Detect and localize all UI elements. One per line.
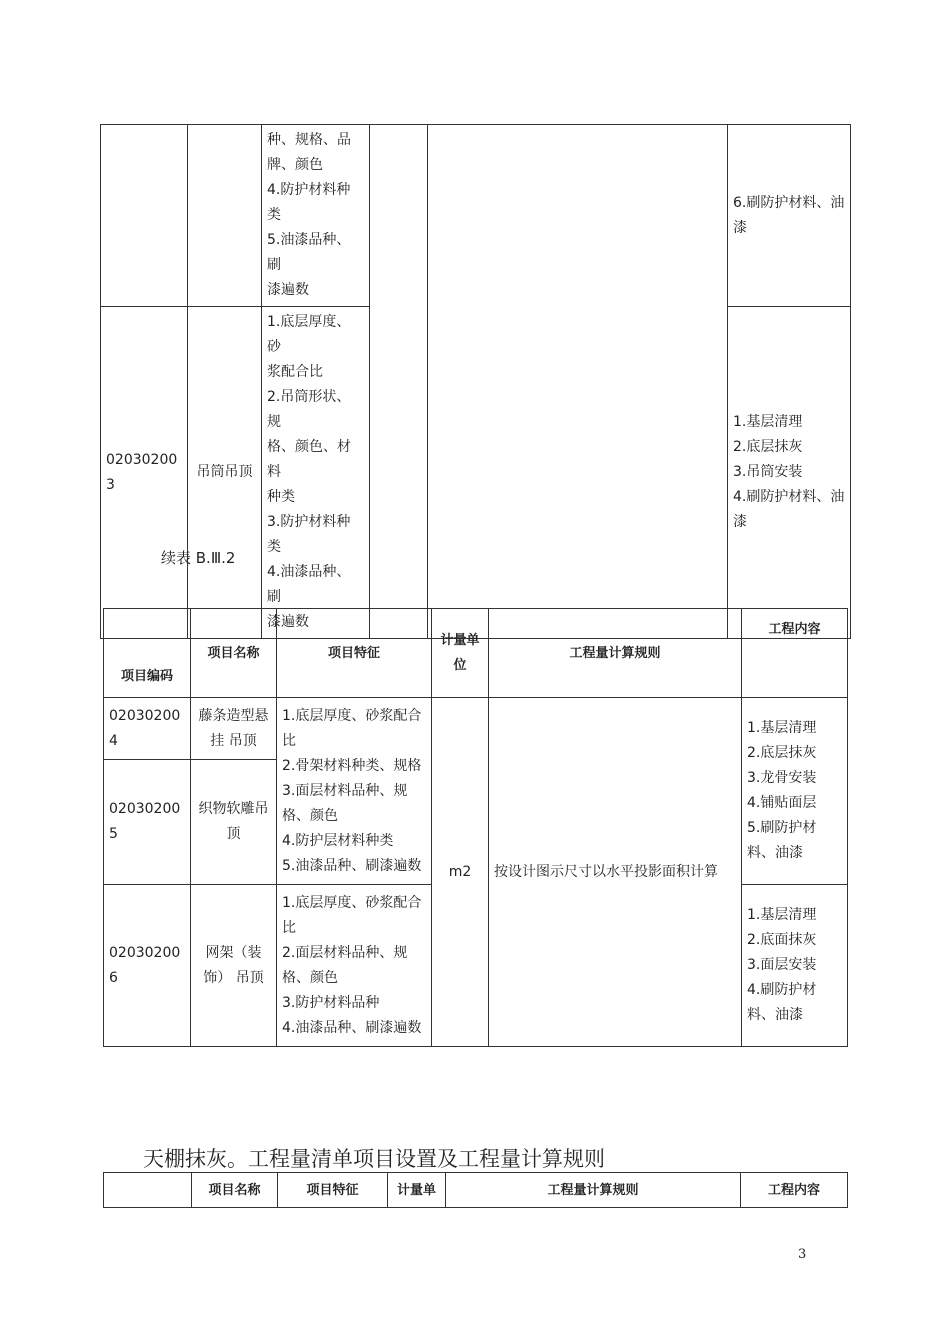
header-row [104,1173,848,1208]
table-caption: 续表 B.Ⅲ.2 [161,549,236,567]
header-rule: 工程量计算规则 [489,609,742,698]
page-number: 3 [798,1247,807,1262]
rule-cell: 按设计图示尺寸以水平投影面积计算 [489,698,742,1047]
features-cell: 1.底层厚度、砂浆配合 比 2.面层材料品种、规 格、颜色 3.防护材料品种 4.油漆品种、刷漆遍数 [277,885,432,1047]
header-features: 项目特征 [277,609,432,698]
content-cell: 1.基层清理 2.底面抹灰 3.面层安装 4.刷防护材 料、油漆 [742,885,848,1047]
rule-cell [428,125,728,639]
code-cell: 02030200 3 [101,307,188,639]
header-features: 项目特征 [278,1173,388,1208]
table-row [101,125,851,307]
table-row [104,698,848,760]
content-cell: 1.基层清理 2.底层抹灰 3.吊筒安装 4.刷防护材料、油 漆 [728,307,851,639]
header-name: 项目名称 [191,609,277,698]
unit-cell: m2 [432,698,489,1047]
content-cell: 1.基层清理 2.底层抹灰 3.龙骨安装 4.铺贴面层 5.刷防护材 料、油漆 [742,698,848,885]
name-cell: 织物软雕吊 顶 [191,760,277,885]
plaster-ceiling-table [103,1172,848,1208]
name-cell: 网架（装 饰） 吊顶 [191,885,277,1047]
name-cell [188,125,262,307]
features-cell: 种、规格、品 牌、颜色 4.防护材料种 类 5.油漆品种、刷 漆遍数 [262,125,370,307]
features-cell: 1.底层厚度、砂浆配合 比 2.骨架材料种类、规格 3.面层材料品种、规 格、颜色 4.防护层材料种类 5.油漆品种、刷漆遍数 [277,698,432,885]
name-cell: 吊筒吊顶 [188,307,262,639]
code-cell [101,125,188,307]
header-name: 项目名称 [192,1173,278,1208]
unit-cell [370,125,428,639]
code-cell: 02030200 4 [104,698,191,760]
header-content: 工程内容 [742,609,848,698]
header-row [104,609,848,698]
features-cell: 1.底层厚度、砂 浆配合比 2.吊筒形状、规 格、颜色、材料 种类 3.防护材料种 类 4.油漆品种、刷 漆遍数 [262,307,370,639]
ceiling-items-table [103,608,848,1047]
header-content: 工程内容 [741,1173,848,1208]
content-cell: 6.刷防护材料、油 漆 [728,125,851,307]
header-unit: 计量单 [388,1173,446,1208]
header-rule: 工程量计算规则 [446,1173,741,1208]
header-code [104,1173,192,1208]
header-code: 项目编码 [104,609,191,698]
section-heading: 天棚抹灰。工程量清单项目设置及工程量计算规则 [143,1147,605,1171]
name-cell: 藤条造型悬 挂 吊顶 [191,698,277,760]
header-unit: 计量单 位 [432,609,489,698]
code-cell: 02030200 5 [104,760,191,885]
code-cell: 02030200 6 [104,885,191,1047]
